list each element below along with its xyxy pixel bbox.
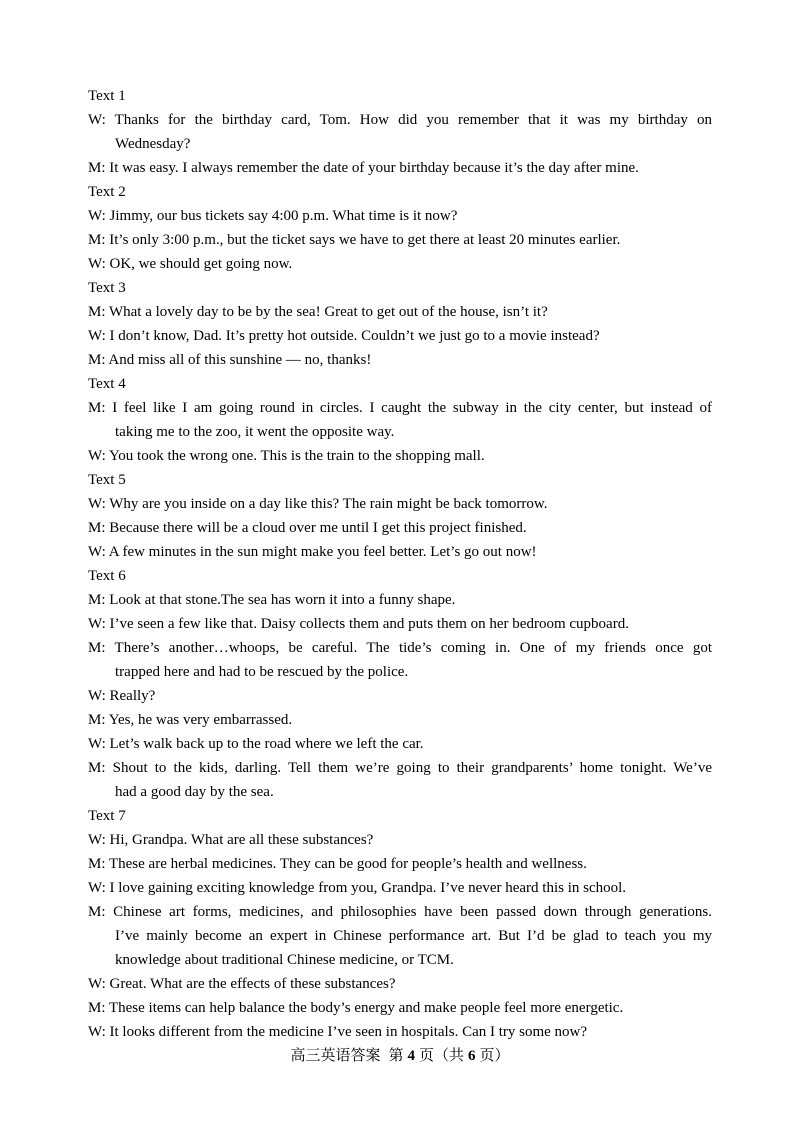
footer-page-number: 4 bbox=[407, 1048, 415, 1064]
utterance bbox=[88, 900, 712, 972]
utterance bbox=[88, 324, 712, 348]
utterance bbox=[88, 228, 712, 252]
utterance-line: M: Look at that stone.The sea has worn it into a funny shape. bbox=[88, 592, 456, 608]
utterance bbox=[88, 732, 712, 756]
utterance bbox=[88, 708, 712, 732]
utterance-line: M: These are herbal medicines. They can be good for people’s health and wellness. bbox=[88, 856, 587, 872]
utterance-line: trapped here and had to be rescued by the police. bbox=[115, 664, 409, 680]
text-heading: Text 5 bbox=[88, 472, 126, 488]
utterance-line: M: Chinese art forms, medicines, and philosophies have been passed down through generations. bbox=[88, 904, 712, 920]
utterance bbox=[88, 540, 712, 564]
utterance bbox=[88, 156, 712, 180]
utterance-line: W: Why are you inside on a day like this? The rain might be back tomorrow. bbox=[88, 496, 548, 512]
utterance bbox=[88, 876, 712, 900]
text-heading: Text 7 bbox=[88, 808, 126, 824]
text-heading: Text 4 bbox=[88, 376, 126, 392]
text-heading: Text 6 bbox=[88, 568, 126, 584]
utterance bbox=[88, 756, 712, 804]
utterance-line: W: It looks different from the medicine I’ve seen in hospitals. Can I try some now? bbox=[88, 1024, 588, 1040]
footer-page-suffix: 页） bbox=[479, 1048, 510, 1064]
utterance bbox=[88, 396, 712, 444]
utterance-line: W: OK, we should get going now. bbox=[88, 256, 293, 272]
utterance-line: Wednesday? bbox=[115, 136, 191, 152]
utterance bbox=[88, 300, 712, 324]
utterance-line: W: Jimmy, our bus tickets say 4:00 p.m. What time is it now? bbox=[88, 208, 458, 224]
utterance-line: knowledge about traditional Chinese medicine, or TCM. bbox=[115, 952, 454, 968]
transcript-content bbox=[88, 84, 712, 1044]
utterance bbox=[88, 252, 712, 276]
utterance-line: M: Because there will be a cloud over me until I get this project finished. bbox=[88, 520, 527, 536]
utterance-line: W: I love gaining exciting knowledge from you, Grandpa. I’ve never heard this in school. bbox=[88, 880, 627, 896]
utterance-line: W: Really? bbox=[88, 688, 156, 704]
utterance bbox=[88, 588, 712, 612]
utterance bbox=[88, 684, 712, 708]
utterance-line: I’ve mainly become an expert in Chinese performance art. But I’d be glad to teach you my bbox=[115, 928, 712, 944]
utterance bbox=[88, 612, 712, 636]
utterance-line: W: Thanks for the birthday card, Tom. How did you remember that it was my birthday on bbox=[88, 112, 712, 128]
utterance-line: M: It’s only 3:00 p.m., but the ticket says we have to get there at least 20 minutes earlier. bbox=[88, 232, 621, 248]
utterance-line: M: It was easy. I always remember the date of your birthday because it’s the day after mine. bbox=[88, 160, 639, 176]
utterance-line: W: A few minutes in the sun might make you feel better. Let’s go out now! bbox=[88, 544, 537, 560]
footer-total-pages: 6 bbox=[468, 1048, 476, 1064]
text-heading: Text 1 bbox=[88, 88, 126, 104]
utterance bbox=[88, 516, 712, 540]
text-heading: Text 2 bbox=[88, 184, 126, 200]
utterance-line: W: Hi, Grandpa. What are all these substances? bbox=[88, 832, 374, 848]
utterance-line: W: I don’t know, Dad. It’s pretty hot outside. Couldn’t we just go to a movie instead? bbox=[88, 328, 600, 344]
utterance bbox=[88, 348, 712, 372]
utterance bbox=[88, 996, 712, 1020]
utterance-line: M: And miss all of this sunshine — no, thanks! bbox=[88, 352, 372, 368]
utterance-line: M: I feel like I am going round in circles. I caught the subway in the city center, but instead of bbox=[88, 400, 712, 416]
footer-title: 高三英语答案 bbox=[290, 1048, 381, 1064]
utterance-line: W: Let’s walk back up to the road where we left the car. bbox=[88, 736, 424, 752]
utterance bbox=[88, 1020, 712, 1044]
utterance bbox=[88, 108, 712, 156]
utterance bbox=[88, 972, 712, 996]
footer-page-prefix: 第 bbox=[388, 1048, 404, 1064]
utterance-line: M: Yes, he was very embarrassed. bbox=[88, 712, 293, 728]
utterance-line: W: I’ve seen a few like that. Daisy collects them and puts them on her bedroom cupboard. bbox=[88, 616, 629, 632]
utterance-line: M: There’s another…whoops, be careful. The tide’s coming in. One of my friends once got bbox=[88, 640, 712, 656]
utterance bbox=[88, 204, 712, 228]
utterance-line: M: These items can help balance the body’s energy and make people feel more energetic. bbox=[88, 1000, 624, 1016]
utterance-line: M: Shout to the kids, darling. Tell them we’re going to their grandparents’ home tonight. We’ve bbox=[88, 760, 712, 776]
utterance bbox=[88, 852, 712, 876]
utterance bbox=[88, 636, 712, 684]
utterance bbox=[88, 492, 712, 516]
utterance bbox=[88, 828, 712, 852]
utterance bbox=[88, 444, 712, 468]
utterance-line: W: Great. What are the effects of these substances? bbox=[88, 976, 396, 992]
footer-page-middle: 页（共 bbox=[419, 1048, 465, 1064]
page-footer bbox=[0, 1044, 800, 1068]
utterance-line: taking me to the zoo, it went the opposite way. bbox=[115, 424, 395, 440]
utterance-line: had a good day by the sea. bbox=[115, 784, 274, 800]
text-heading: Text 3 bbox=[88, 280, 126, 296]
utterance-line: W: You took the wrong one. This is the train to the shopping mall. bbox=[88, 448, 485, 464]
utterance-line: M: What a lovely day to be by the sea! Great to get out of the house, isn’t it? bbox=[88, 304, 548, 320]
